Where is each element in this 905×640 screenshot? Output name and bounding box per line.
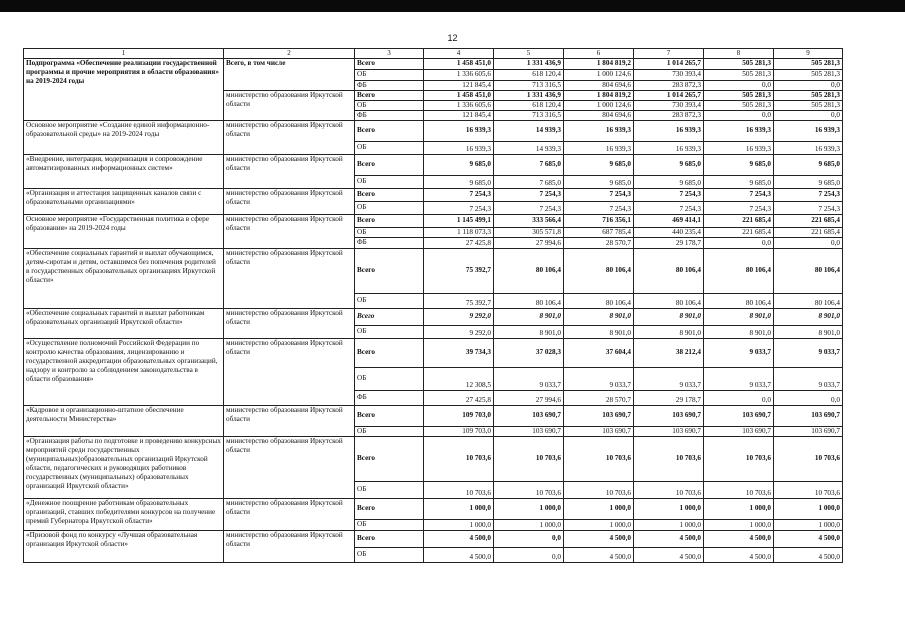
value-cell: 0,0 (774, 110, 843, 120)
value-cell: 29 178,7 (634, 237, 704, 248)
table-row (24, 338, 843, 367)
value-cell: 80 106,4 (774, 248, 843, 293)
value-cell: 8 901,0 (774, 308, 843, 325)
value-cell: 16 939,3 (424, 120, 494, 141)
value-cell: 39 734,3 (424, 338, 494, 367)
table-row (24, 248, 843, 293)
source-cell: Всего (355, 120, 424, 141)
value-cell: 0,0 (774, 80, 843, 90)
value-cell: 221 685,4 (774, 214, 843, 227)
table-row (24, 436, 843, 481)
source-cell: ОБ (355, 227, 424, 237)
value-cell: 10 703,6 (704, 481, 774, 498)
value-cell: 9 033,7 (774, 338, 843, 367)
source-cell: ОБ (355, 201, 424, 214)
executor-cell: министерство образования Иркутской области (224, 188, 355, 214)
value-cell: 4 500,0 (774, 530, 843, 547)
source-cell: ФБ (355, 80, 424, 90)
value-cell: 1 000,0 (704, 498, 774, 519)
value-cell: 9 685,0 (634, 175, 704, 188)
value-cell: 37 604,4 (564, 338, 634, 367)
source-cell: Всего (355, 58, 424, 69)
value-cell: 618 120,4 (494, 69, 564, 80)
value-cell: 305 571,8 (494, 227, 564, 237)
source-cell: ФБ (355, 110, 424, 120)
value-cell: 80 106,4 (494, 293, 564, 308)
value-cell: 1 000,0 (774, 519, 843, 530)
table-row (24, 188, 843, 201)
value-cell: 9 292,0 (424, 325, 494, 338)
value-cell: 1 458 451,0 (424, 58, 494, 69)
value-cell: 9 033,7 (634, 367, 704, 390)
value-cell: 4 500,0 (634, 547, 704, 562)
value-cell: 8 901,0 (564, 325, 634, 338)
value-cell: 103 690,7 (774, 426, 843, 436)
value-cell: 7 254,3 (494, 201, 564, 214)
value-cell: 10 703,6 (774, 436, 843, 481)
value-cell: 505 281,3 (774, 90, 843, 100)
value-cell: 75 392,7 (424, 293, 494, 308)
activity-name-cell: «Денежное поощрение работникам образовательных организаций, ставших победителями конкурсов на получение премий Губернатора Иркутской области» (24, 498, 224, 530)
value-cell: 80 106,4 (774, 293, 843, 308)
value-cell: 9 685,0 (424, 175, 494, 188)
value-cell: 7 254,3 (424, 188, 494, 201)
value-cell: 1 145 499,1 (424, 214, 494, 227)
value-cell: 7 254,3 (704, 201, 774, 214)
value-cell: 7 254,3 (774, 201, 843, 214)
value-cell: 9 033,7 (704, 367, 774, 390)
value-cell: 333 566,4 (494, 214, 564, 227)
source-cell: Всего (355, 530, 424, 547)
value-cell: 103 690,7 (704, 405, 774, 426)
source-cell: ОБ (355, 426, 424, 436)
value-cell: 1 804 819,2 (564, 90, 634, 100)
value-cell: 9 033,7 (774, 367, 843, 390)
value-cell: 440 235,4 (634, 227, 704, 237)
value-cell: 7 254,3 (634, 201, 704, 214)
value-cell: 16 939,3 (634, 141, 704, 154)
value-cell: 4 500,0 (564, 530, 634, 547)
value-cell: 4 500,0 (774, 547, 843, 562)
value-cell: 804 694,6 (564, 110, 634, 120)
value-cell: 9 685,0 (634, 154, 704, 175)
value-cell: 4 500,0 (424, 547, 494, 562)
value-cell: 9 685,0 (704, 175, 774, 188)
value-cell: 8 901,0 (634, 308, 704, 325)
value-cell: 1 000,0 (774, 498, 843, 519)
value-cell: 469 414,1 (634, 214, 704, 227)
executor-cell: министерство образования Иркутской области (224, 120, 355, 154)
value-cell: 1 014 265,7 (634, 58, 704, 69)
value-cell: 1 000,0 (564, 498, 634, 519)
col-header: 1 (24, 49, 224, 59)
value-cell: 713 316,5 (494, 80, 564, 90)
source-cell: Всего (355, 405, 424, 426)
value-cell: 109 703,0 (424, 405, 494, 426)
value-cell: 16 939,3 (704, 120, 774, 141)
col-header: 6 (564, 49, 634, 59)
activity-name-cell: «Призовой фонд по конкурсу «Лучшая образовательная организация Иркутской области» (24, 530, 224, 562)
page-number: 12 (447, 33, 458, 43)
value-cell: 80 106,4 (564, 248, 634, 293)
table-row (24, 58, 843, 69)
activity-name-cell: «Обеспечение социальных гарантий и выплат работникам образовательных организаций Иркутской области» (24, 308, 224, 338)
value-cell: 103 690,7 (704, 426, 774, 436)
value-cell: 75 392,7 (424, 248, 494, 293)
value-cell: 9 033,7 (564, 367, 634, 390)
value-cell: 505 281,3 (704, 69, 774, 80)
activity-name-cell: «Кадровое и организационно-штатное обеспечение деятельности Министерства» (24, 405, 224, 436)
value-cell: 8 901,0 (564, 308, 634, 325)
value-cell: 716 356,1 (564, 214, 634, 227)
value-cell: 221 685,4 (774, 227, 843, 237)
value-cell: 7 254,3 (704, 188, 774, 201)
value-cell: 80 106,4 (634, 293, 704, 308)
column-number-row (24, 49, 843, 59)
col-header: 4 (424, 49, 494, 59)
source-cell: Всего (355, 308, 424, 325)
value-cell: 7 685,0 (494, 175, 564, 188)
value-cell: 283 872,3 (634, 110, 704, 120)
value-cell: 0,0 (774, 390, 843, 405)
value-cell: 109 703,0 (424, 426, 494, 436)
source-cell: Всего (355, 248, 424, 293)
value-cell: 16 939,3 (704, 141, 774, 154)
value-cell: 8 901,0 (634, 325, 704, 338)
value-cell: 804 694,6 (564, 80, 634, 90)
executor-cell: министерство образования Иркутской области (224, 154, 355, 188)
source-cell: Всего (355, 154, 424, 175)
value-cell: 103 690,7 (564, 405, 634, 426)
value-cell: 103 690,7 (494, 405, 564, 426)
value-cell: 0,0 (774, 237, 843, 248)
value-cell: 80 106,4 (704, 248, 774, 293)
value-cell: 121 845,4 (424, 80, 494, 90)
value-cell: 9 685,0 (774, 175, 843, 188)
value-cell: 687 785,4 (564, 227, 634, 237)
value-cell: 80 106,4 (564, 293, 634, 308)
value-cell: 9 033,7 (704, 338, 774, 367)
source-cell: Всего (355, 90, 424, 100)
source-cell: ОБ (355, 367, 424, 390)
activity-name-cell: «Обеспечение социальных гарантий и выплат обучающимся, детям-сиротам и детям, оставшимся без попечения родителей в государственных образовательных организациях Иркутской области» (24, 248, 224, 308)
source-cell: ОБ (355, 547, 424, 562)
value-cell: 0,0 (494, 530, 564, 547)
value-cell: 1 000,0 (634, 519, 704, 530)
value-cell: 505 281,3 (774, 69, 843, 80)
value-cell: 1 000,0 (634, 498, 704, 519)
value-cell: 730 393,4 (634, 100, 704, 110)
value-cell: 4 500,0 (564, 547, 634, 562)
value-cell: 29 178,7 (634, 390, 704, 405)
value-cell: 1 458 451,0 (424, 90, 494, 100)
value-cell: 1 000,0 (704, 519, 774, 530)
table-row (24, 120, 843, 141)
activity-name-cell: «Осуществление полномочий Российской Федерации по контролю качества образования, лицензированию и государственной аккредитации образовательных организаций, надзору и контролю за соблюдением законодательства в области образования» (24, 338, 224, 405)
value-cell: 10 703,6 (564, 481, 634, 498)
value-cell: 14 939,3 (494, 141, 564, 154)
value-cell: 103 690,7 (634, 426, 704, 436)
value-cell: 10 703,6 (424, 436, 494, 481)
executor-cell: министерство образования Иркутской области (224, 498, 355, 530)
value-cell: 10 703,6 (564, 436, 634, 481)
value-cell: 16 939,3 (774, 141, 843, 154)
value-cell: 37 028,3 (494, 338, 564, 367)
value-cell: 10 703,6 (494, 481, 564, 498)
executor-cell: министерство образования Иркутской области (224, 530, 355, 562)
value-cell: 80 106,4 (634, 248, 704, 293)
activity-name-cell: «Организация и аттестация защищенных каналов связи с образовательными организациями» (24, 188, 224, 214)
value-cell: 221 685,4 (704, 214, 774, 227)
table-row (24, 405, 843, 426)
value-cell: 1 000 124,6 (564, 69, 634, 80)
value-cell: 0,0 (704, 80, 774, 90)
value-cell: 28 570,7 (564, 390, 634, 405)
value-cell: 9 685,0 (564, 154, 634, 175)
value-cell: 4 500,0 (634, 530, 704, 547)
value-cell: 730 393,4 (634, 69, 704, 80)
value-cell: 16 939,3 (424, 141, 494, 154)
value-cell: 0,0 (704, 237, 774, 248)
source-cell: Всего (355, 338, 424, 367)
value-cell: 283 872,3 (634, 80, 704, 90)
table-row (24, 154, 843, 175)
col-header: 2 (224, 49, 355, 59)
value-cell: 1 804 819,2 (564, 58, 634, 69)
activity-name-cell: Основное мероприятие «Государственная политика в сфере образования» на 2019-2024 годы (24, 214, 224, 248)
value-cell: 16 939,3 (634, 120, 704, 141)
value-cell: 7 254,3 (494, 188, 564, 201)
value-cell: 0,0 (494, 547, 564, 562)
source-cell: Всего (355, 436, 424, 481)
value-cell: 1 000,0 (494, 519, 564, 530)
activity-name-cell: «Организация работы по подготовке и проведению конкурсных мероприятий среди государственных (муниципальных)образовательных организаций Иркутской области, педагогических и руководящих работников государственных (муниципальных) образовательных организаций Иркутской области» (24, 436, 224, 498)
value-cell: 7 254,3 (564, 188, 634, 201)
table-row (24, 498, 843, 519)
value-cell: 9 685,0 (424, 154, 494, 175)
value-cell: 16 939,3 (564, 141, 634, 154)
value-cell: 505 281,3 (704, 100, 774, 110)
source-cell: ФБ (355, 390, 424, 405)
value-cell: 1 000,0 (424, 498, 494, 519)
value-cell: 14 939,3 (494, 120, 564, 141)
value-cell: 27 994,6 (494, 237, 564, 248)
col-header: 5 (494, 49, 564, 59)
value-cell: 103 690,7 (564, 426, 634, 436)
value-cell: 8 901,0 (494, 308, 564, 325)
executor-cell: министерство образования Иркутской области (224, 338, 355, 405)
value-cell: 16 939,3 (774, 120, 843, 141)
value-cell: 7 254,3 (424, 201, 494, 214)
value-cell: 103 690,7 (774, 405, 843, 426)
table-row (24, 530, 843, 547)
value-cell: 10 703,6 (494, 436, 564, 481)
value-cell: 10 703,6 (634, 481, 704, 498)
executor-cell: министерство образования Иркутской области (224, 90, 355, 120)
program-name-cell: Подпрограмма «Обеспечение реализации государственной программы и прочие мероприятия в области образования» на 2019-2024 годы (24, 58, 224, 120)
source-cell: ОБ (355, 325, 424, 338)
source-cell: ОБ (355, 141, 424, 154)
executor-cell: министерство образования Иркутской области (224, 248, 355, 308)
value-cell: 7 254,3 (774, 188, 843, 201)
value-cell: 8 901,0 (774, 325, 843, 338)
value-cell: 27 425,8 (424, 237, 494, 248)
value-cell: 4 500,0 (704, 530, 774, 547)
value-cell: 80 106,4 (494, 248, 564, 293)
value-cell: 9 292,0 (424, 308, 494, 325)
value-cell: 103 690,7 (634, 405, 704, 426)
value-cell: 9 685,0 (704, 154, 774, 175)
value-cell: 103 690,7 (494, 426, 564, 436)
value-cell: 80 106,4 (704, 293, 774, 308)
value-cell: 10 703,6 (774, 481, 843, 498)
value-cell: 1 000,0 (494, 498, 564, 519)
value-cell: 12 308,5 (424, 367, 494, 390)
value-cell: 16 939,3 (564, 120, 634, 141)
col-header: 9 (774, 49, 843, 59)
value-cell: 4 500,0 (704, 547, 774, 562)
value-cell: 4 500,0 (424, 530, 494, 547)
executor-cell: Всего, в том числе (224, 58, 355, 90)
value-cell: 0,0 (704, 390, 774, 405)
col-header: 3 (355, 49, 424, 59)
value-cell: 1 336 605,6 (424, 100, 494, 110)
value-cell: 505 281,3 (774, 58, 843, 69)
executor-cell: министерство образования Иркутской области (224, 405, 355, 436)
value-cell: 8 901,0 (704, 325, 774, 338)
source-cell: Всего (355, 498, 424, 519)
value-cell: 28 570,7 (564, 237, 634, 248)
source-cell: ФБ (355, 237, 424, 248)
budget-table (23, 48, 843, 563)
value-cell: 8 901,0 (704, 308, 774, 325)
value-cell: 38 212,4 (634, 338, 704, 367)
value-cell: 1 000,0 (564, 519, 634, 530)
source-cell: ОБ (355, 481, 424, 498)
executor-cell: министерство образования Иркутской области (224, 436, 355, 498)
value-cell: 9 685,0 (774, 154, 843, 175)
value-cell: 713 316,5 (494, 110, 564, 120)
source-cell: Всего (355, 188, 424, 201)
value-cell: 121 845,4 (424, 110, 494, 120)
value-cell: 1 000 124,6 (564, 100, 634, 110)
source-cell: ОБ (355, 175, 424, 188)
activity-name-cell: Основное мероприятие «Создание единой информационно-образовательной среды» на 2019-2024 годы (24, 120, 224, 154)
value-cell: 10 703,6 (634, 436, 704, 481)
source-cell: ОБ (355, 519, 424, 530)
activity-name-cell: «Внедрение, интеграция, модернизация и сопровождение автоматизированных информационных систем» (24, 154, 224, 188)
value-cell: 10 703,6 (424, 481, 494, 498)
executor-cell: министерство образования Иркутской области (224, 214, 355, 248)
value-cell: 1 336 605,6 (424, 69, 494, 80)
executor-cell: министерство образования Иркутской области (224, 308, 355, 338)
value-cell: 505 281,3 (704, 58, 774, 69)
scan-top-border (0, 0, 905, 12)
value-cell: 7 254,3 (564, 201, 634, 214)
source-cell: ОБ (355, 100, 424, 110)
table-row (24, 214, 843, 227)
value-cell: 1 331 436,9 (494, 58, 564, 69)
value-cell: 27 994,6 (494, 390, 564, 405)
col-header: 8 (704, 49, 774, 59)
value-cell: 1 014 265,7 (634, 90, 704, 100)
value-cell: 10 703,6 (704, 436, 774, 481)
col-header: 7 (634, 49, 704, 59)
value-cell: 8 901,0 (494, 325, 564, 338)
value-cell: 221 685,4 (704, 227, 774, 237)
value-cell: 0,0 (704, 110, 774, 120)
value-cell: 505 281,3 (704, 90, 774, 100)
value-cell: 1 000,0 (424, 519, 494, 530)
value-cell: 7 685,0 (494, 154, 564, 175)
table-row (24, 308, 843, 325)
source-cell: Всего (355, 214, 424, 227)
source-cell: ОБ (355, 293, 424, 308)
value-cell: 1 331 436,9 (494, 90, 564, 100)
value-cell: 9 685,0 (564, 175, 634, 188)
value-cell: 7 254,3 (634, 188, 704, 201)
source-cell: ОБ (355, 69, 424, 80)
value-cell: 618 120,4 (494, 100, 564, 110)
value-cell: 27 425,8 (424, 390, 494, 405)
value-cell: 505 281,3 (774, 100, 843, 110)
value-cell: 9 033,7 (494, 367, 564, 390)
value-cell: 1 118 073,3 (424, 227, 494, 237)
